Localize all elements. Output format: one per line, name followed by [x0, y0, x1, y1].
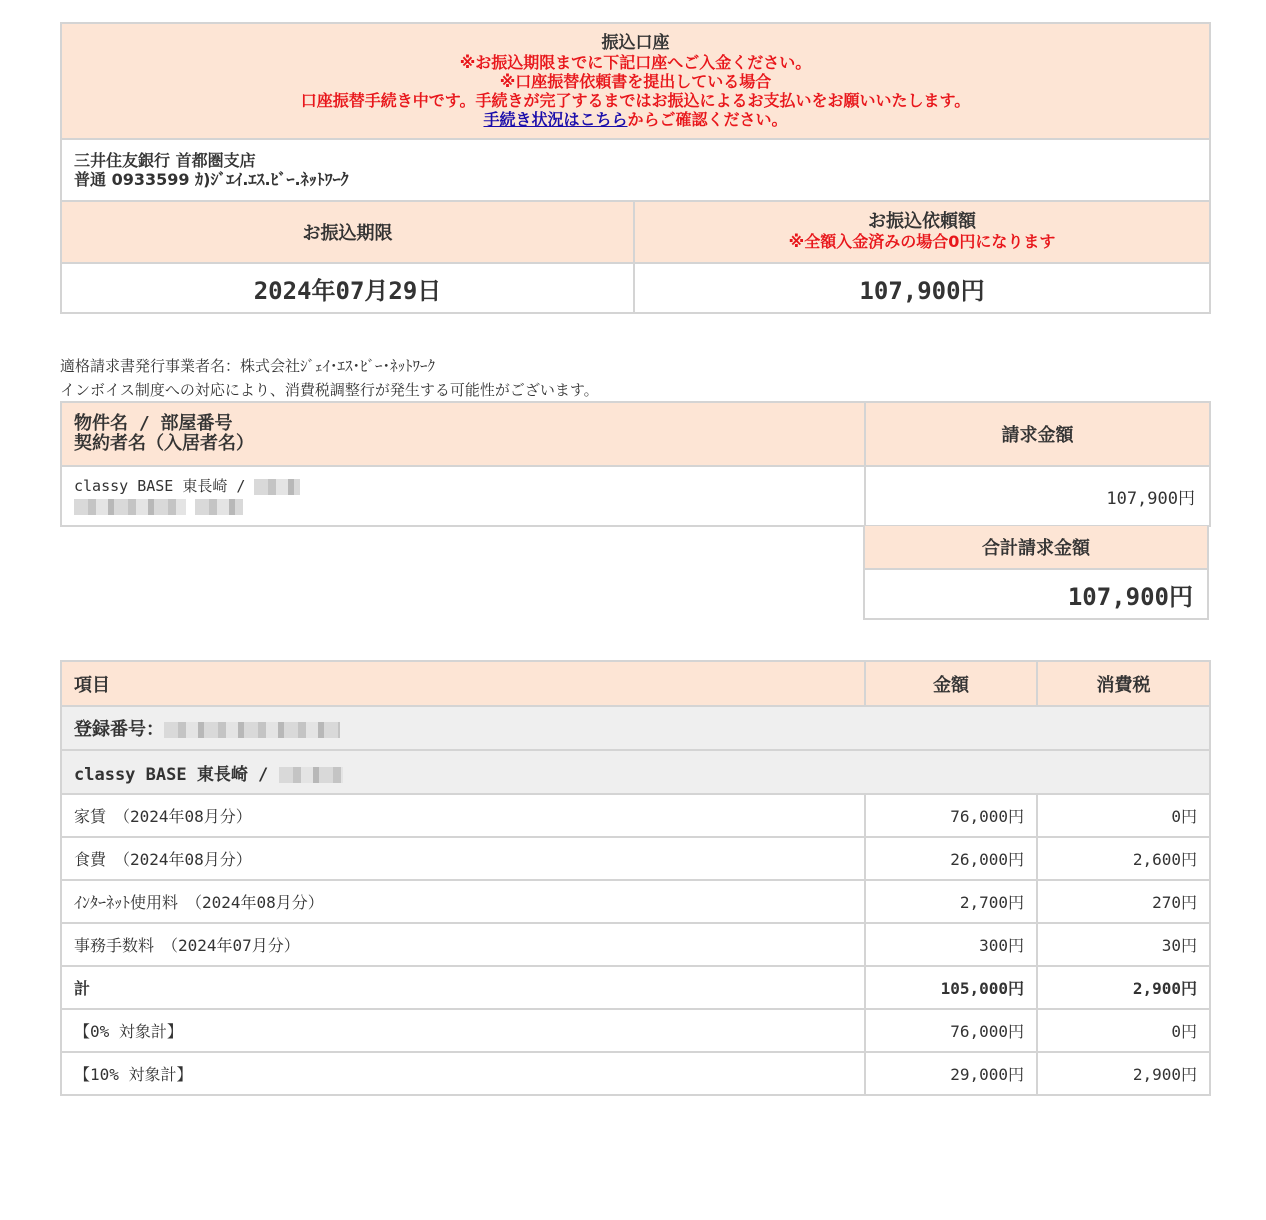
- billing-section: [60, 401, 1209, 527]
- subtotal-0-label: 【0% 対象計】: [61, 1009, 865, 1052]
- items-header-tax: 消費税: [1037, 661, 1210, 706]
- registration-number-row: [61, 706, 1210, 750]
- subtotal-10-tax: 2,900円: [1037, 1052, 1210, 1095]
- total-label: 計: [61, 966, 865, 1009]
- item-tax: 2,600円: [1037, 837, 1210, 880]
- amount-note: ※全額入金済みの場合0円になります: [788, 232, 1056, 251]
- subtotal-0-amount: 76,000円: [865, 1009, 1037, 1052]
- transfer-title: 振込口座: [601, 32, 670, 53]
- table-row: [61, 794, 1210, 837]
- bank-name: 三井住友銀行 首都圏支店: [74, 151, 256, 170]
- redacted-tenant: [74, 499, 186, 515]
- items-property-row: [61, 750, 1210, 794]
- subtotal-0-row: [61, 1009, 1210, 1052]
- issuer-info: [60, 354, 599, 402]
- item-name: ｲﾝﾀｰﾈｯﾄ使用料 （2024年08月分）: [61, 880, 865, 923]
- items-header-item: 項目: [61, 661, 865, 706]
- redacted-tenant-2: [195, 499, 243, 515]
- grand-total-value: 107,900円: [864, 569, 1208, 619]
- billing-header-property: [61, 402, 865, 466]
- subtotal-0-tax: 0円: [1037, 1009, 1210, 1052]
- amount-value: 107,900円: [634, 263, 1210, 313]
- item-amount: 300円: [865, 923, 1037, 966]
- table-row: [61, 923, 1210, 966]
- grand-total-label: 合計請求金額: [864, 526, 1208, 569]
- billing-header-line1: 物件名 / 部屋番号: [74, 413, 233, 434]
- grand-total-box: [863, 526, 1209, 620]
- bank-info: [61, 139, 1210, 201]
- item-tax: 30円: [1037, 923, 1210, 966]
- amount-label: お振込依頼額: [868, 211, 976, 232]
- item-amount: 26,000円: [865, 837, 1037, 880]
- item-amount: 76,000円: [865, 794, 1037, 837]
- table-row: [61, 837, 1210, 880]
- billing-property-cell: [61, 466, 865, 526]
- transfer-account-section: [60, 22, 1209, 314]
- item-tax: 270円: [1037, 880, 1210, 923]
- table-row: [61, 880, 1210, 923]
- billing-amount: 107,900円: [865, 466, 1210, 526]
- item-tax: 0円: [1037, 794, 1210, 837]
- billing-header-line2: 契約者名（入居者名）: [74, 433, 254, 454]
- deadline-label: お振込期限: [61, 201, 634, 263]
- items-header-amount: 金額: [865, 661, 1037, 706]
- redacted-room-2: [279, 767, 343, 783]
- procedure-status-link[interactable]: 手続き状況はこちら: [483, 109, 628, 129]
- issuer-name: 適格請求書発行事業者名：株式会社ｼﾞｪｲ･ｴｽ･ﾋﾞｰ･ﾈｯﾄﾜｰｸ: [60, 357, 436, 375]
- item-amount: 2,700円: [865, 880, 1037, 923]
- invoice-note: インボイス制度への対応により、消費税調整行が発生する可能性がございます。: [60, 381, 599, 399]
- procedure-status-suffix: からご確認ください。: [627, 109, 788, 129]
- item-name: 食費 （2024年08月分）: [61, 837, 865, 880]
- subtotal-10-row: [61, 1052, 1210, 1095]
- redacted-registration: [164, 722, 340, 738]
- deadline-value: 2024年07月29日: [61, 263, 634, 313]
- registration-label: 登録番号：: [74, 719, 164, 740]
- bank-account: 普通 0933599 ｶ)ｼﾞｴｲ.ｴｽ.ﾋﾞｰ.ﾈｯﾄﾜｰｸ: [74, 170, 349, 189]
- total-row: [61, 966, 1210, 1009]
- transfer-header: [61, 23, 1210, 139]
- item-name: 事務手数料 （2024年07月分）: [61, 923, 865, 966]
- billing-header-amount: 請求金額: [865, 402, 1210, 466]
- subtotal-10-label: 【10% 対象計】: [61, 1052, 865, 1095]
- total-tax: 2,900円: [1037, 966, 1210, 1009]
- subtotal-10-amount: 29,000円: [865, 1052, 1037, 1095]
- items-property-name: classy BASE 東長崎 /: [74, 764, 269, 785]
- amount-label-cell: [634, 201, 1210, 263]
- redacted-room: [254, 479, 300, 495]
- transfer-notice-1: ※お振込期限までに下記口座へご入金ください。: [459, 52, 812, 72]
- billing-property-name: classy BASE 東長崎 /: [74, 477, 246, 495]
- total-amount: 105,000円: [865, 966, 1037, 1009]
- transfer-notice-2: ※口座振替依頼書を提出している場合: [499, 71, 772, 91]
- item-name: 家賃 （2024年08月分）: [61, 794, 865, 837]
- transfer-notice-3: 口座振替手続き中です。手続きが完了するまではお振込によるお支払いをお願いいたします。: [300, 90, 971, 110]
- items-section: [60, 660, 1209, 1096]
